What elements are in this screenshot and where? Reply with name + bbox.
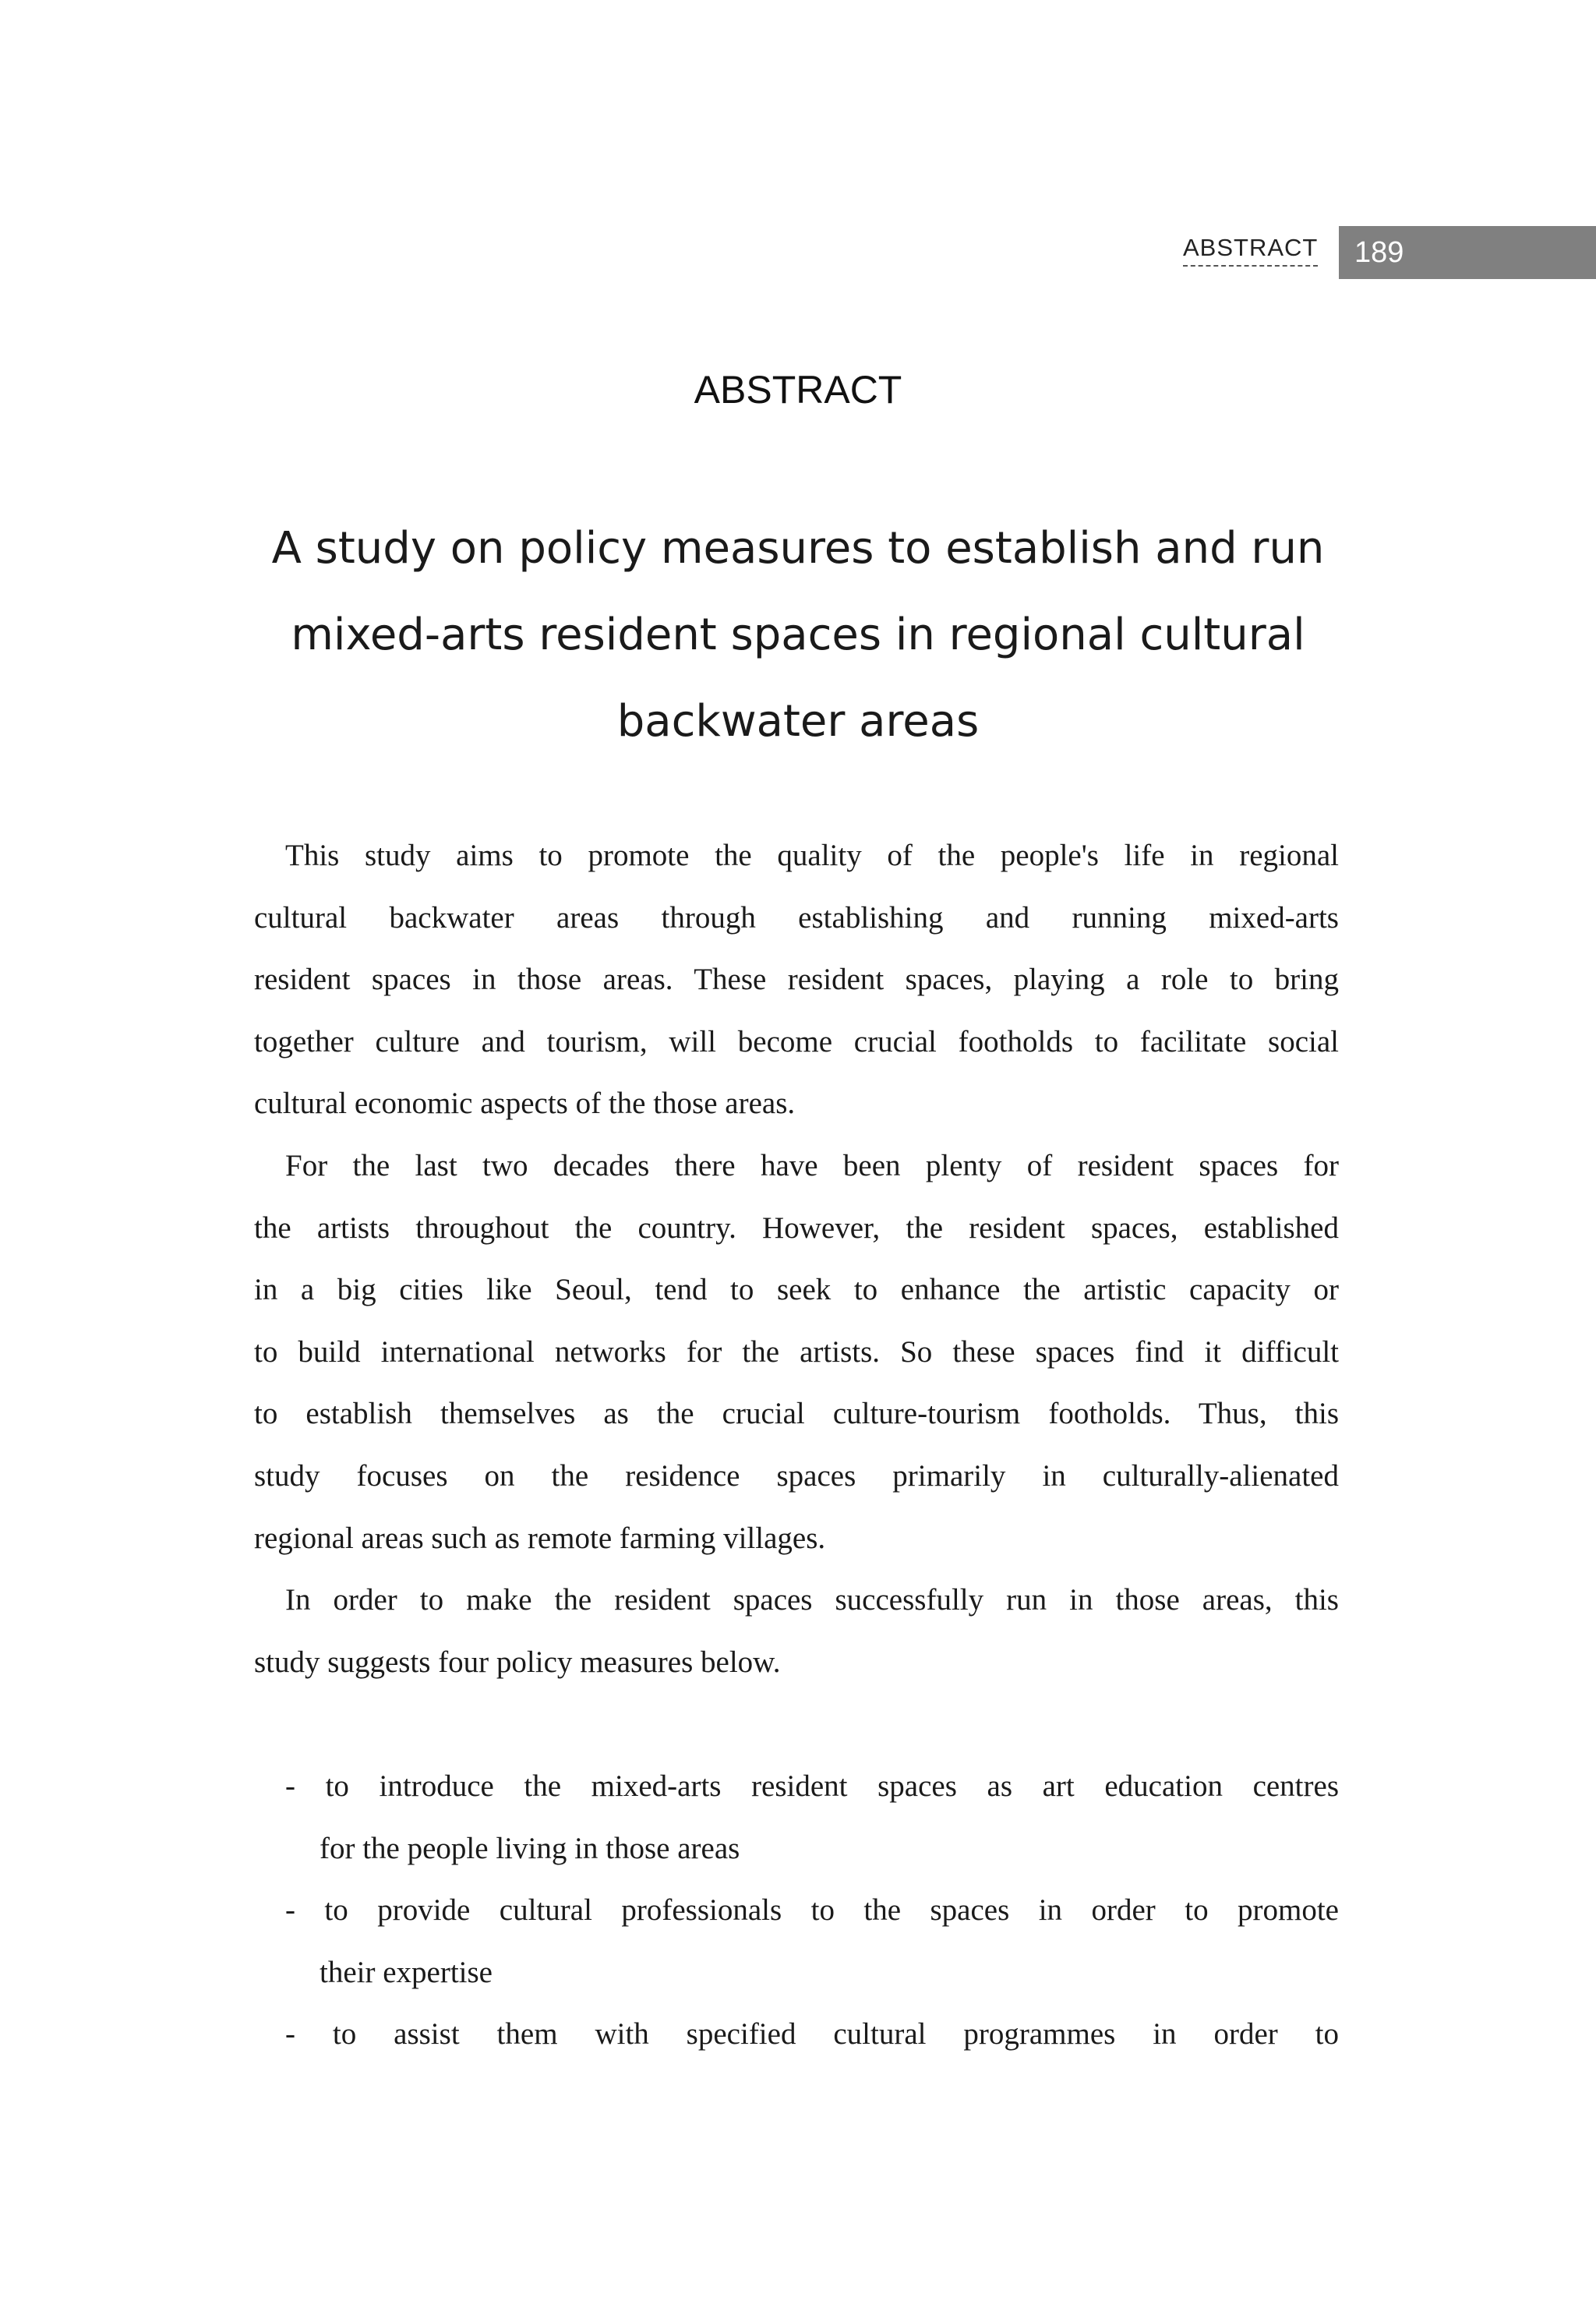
section-title: ABSTRACT — [694, 368, 902, 412]
page-number-box — [1339, 226, 1596, 279]
body-line: the artists throughout the country. However, the resident spaces, established — [254, 1210, 1339, 1245]
body-line: regional areas such as remote farming villages. — [254, 1521, 826, 1555]
bullet-item: - to provide cultural professionals to the spaces in order to promote — [285, 1893, 1339, 1928]
bullet-item: - to introduce the mixed-arts resident spaces as art education centres — [285, 1769, 1339, 1803]
abstract-body — [254, 825, 1339, 2066]
body-line: In order to make the resident spaces successfully run in those areas, this — [285, 1583, 1339, 1617]
body-line: resident spaces in those areas. These resident spaces, playing a role to bring — [254, 963, 1339, 997]
body-line: cultural economic aspects of the those areas. — [254, 1087, 796, 1121]
body-line: to build international networks for the artists. So these spaces find it difficult — [254, 1334, 1339, 1369]
body-line: For the last two decades there have been plenty of resident spaces for — [285, 1148, 1339, 1182]
paper-title-line: mixed-arts resident spaces in regional cultural — [291, 610, 1305, 660]
body-line: study suggests four policy measures below. — [254, 1645, 781, 1679]
bullet-item-continuation: their expertise — [320, 1955, 493, 1989]
paper-title — [234, 505, 1362, 765]
body-line: together culture and tourism, will become crucial footholds to facilitate social — [254, 1024, 1339, 1059]
paper-title-line: backwater areas — [616, 696, 980, 747]
paragraph-gap — [254, 1693, 1339, 1755]
body-line: cultural backwater areas through establishing and running mixed-arts — [254, 900, 1339, 935]
body-line: in a big cities like Seoul, tend to seek to enhance the artistic capacity or — [254, 1273, 1339, 1307]
body-line: study focuses on the residence spaces primarily in culturally-alienated — [254, 1458, 1339, 1493]
bullet-item: - to assist them with specified cultural programmes in order to — [285, 2017, 1339, 2052]
body-line: This study aims to promote the quality of the people's life in regional — [285, 839, 1339, 872]
running-header — [1183, 226, 1596, 279]
running-header-label: ABSTRACT — [1183, 234, 1318, 267]
body-line: to establish themselves as the crucial culture-tourism footholds. Thus, this — [254, 1397, 1339, 1431]
paper-title-line: A study on policy measures to establish and run — [271, 523, 1325, 574]
bullet-item-continuation: for the people living in those areas — [320, 1831, 740, 1865]
page-number: 189 — [1354, 236, 1404, 269]
